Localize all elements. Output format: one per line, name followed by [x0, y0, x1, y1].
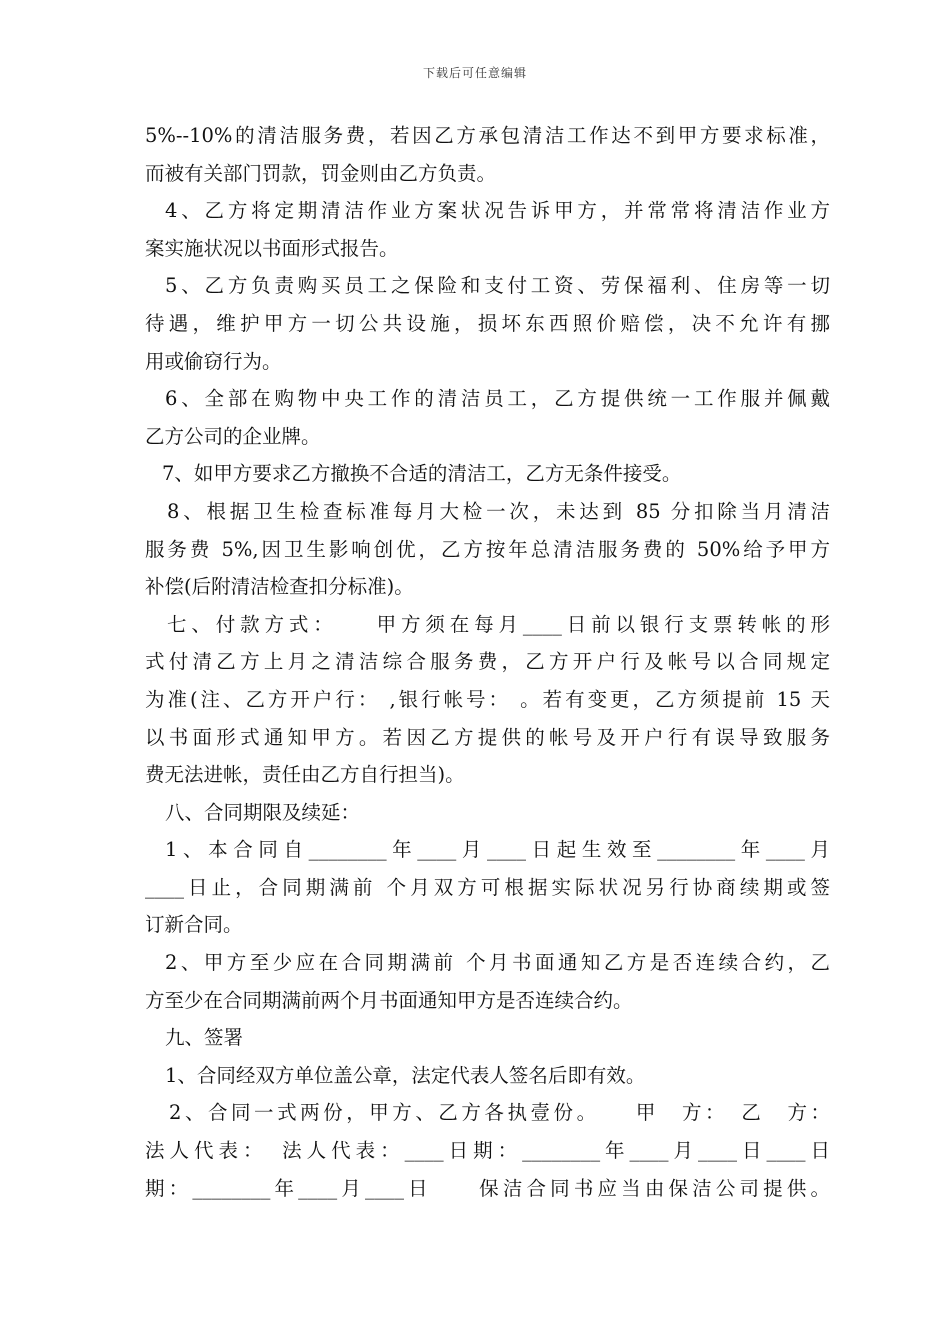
document-line: 8、根据卫生检查标准每月大检一次，未达到 85 分扣除当月清洁 [167, 499, 830, 523]
document-line: 7、如甲方要求乙方撤换不合适的清洁工，乙方无条件接受。 [162, 462, 682, 486]
document-line: 方至少在合同期满前两个月书面通知甲方是否连续合约。 [145, 988, 633, 1012]
document-line: 1、合同经双方单位盖公章，法定代表人签名后即有效。 [165, 1063, 646, 1087]
document-line: 待遇，维护甲方一切公共设施，损坏东西照价赔偿，决不允许有挪 [145, 311, 830, 335]
document-line: 5%--10%的清洁服务费，若因乙方承包清洁工作达不到甲方要求标准， [145, 124, 830, 147]
document-line: 订新合同。 [145, 913, 243, 937]
document-line: 以书面形式通知甲方。若因乙方提供的帐号及开户行有误导致服务 [145, 725, 830, 749]
document-line: 而被有关部门罚款，罚金则由乙方负责。 [145, 161, 497, 185]
document-line: 九、签署 [165, 1026, 244, 1050]
document-line: 为准(注、乙方开户行： ,银行帐号： 。若有变更，乙方须提前 15 天 [145, 687, 830, 711]
document-line: 用或偷窃行为。 [145, 349, 282, 373]
document-line: 费无法进帐，责任由乙方自行担当)。 [145, 763, 465, 787]
document-line: 4、乙方将定期清洁作业方案状况告诉甲方，并常常将清洁作业方 [165, 199, 830, 223]
document-line: 服务费 5%,因卫生影响创优，乙方按年总清洁服务费的 50%给予甲方 [145, 537, 830, 561]
document-line: 5、乙方负责购买员工之保险和支付工资、劳保福利、住房等一切 [165, 274, 830, 298]
document-line: 补偿(后附清洁检查扣分标准)。 [145, 575, 414, 599]
document-line: 案实施状况以书面形式报告。 [145, 236, 399, 260]
document-line: 2、甲方至少应在合同期满前 个月书面通知乙方是否连续合约，乙 [165, 951, 830, 975]
document-line: 式付清乙方上月之清洁综合服务费，乙方开户行及帐号以合同规定 [145, 650, 830, 674]
document-line: 1、本合同自________年____月____日起生效至________年____月 [165, 838, 830, 862]
document-line: 期：________年____月____日 保洁合同书应当由保洁公司提供。 [145, 1176, 830, 1200]
document-line: 八、合同期限及续延： [165, 800, 361, 824]
document-line: 6、全部在购物中央工作的清洁员工，乙方提供统一工作服并佩戴 [165, 387, 830, 411]
document-line: 法人代表： 法人代表：____日期：________年____月____日____日 [145, 1139, 830, 1163]
document-line: 乙方公司的企业牌。 [145, 424, 321, 448]
page-header: 下载后可任意编辑 [422, 66, 527, 80]
document-line: ____日止，合同期满前 个月双方可根据实际状况另行协商续期或签 [145, 875, 830, 899]
document-line: 七、付款方式： 甲方须在每月____日前以银行支票转帐的形 [167, 612, 830, 636]
document-line: 2、合同一式两份，甲方、乙方各执壹份。 甲 方： 乙 方： [169, 1101, 830, 1125]
document-body [145, 117, 830, 1207]
